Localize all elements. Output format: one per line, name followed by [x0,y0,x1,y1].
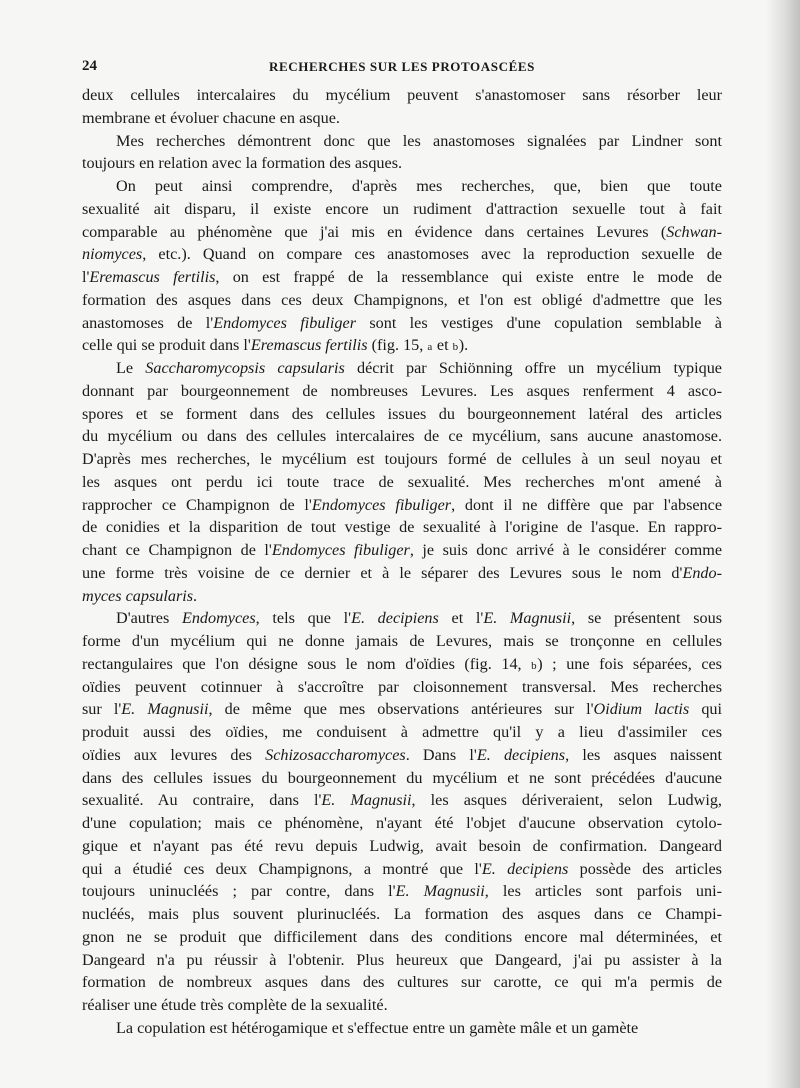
text-line [82,698,722,721]
text-segment: , les articles sont parfois uni- [484,882,722,901]
text-segment: du mycélium ou dans des cellules intercalaires de ce mycélium, sans aucune anastomose. [82,427,722,446]
text-segment: , de même que mes observations antérieures sur l' [208,700,594,719]
text-line [82,380,722,403]
text-segment: produit aussi des oïdies, me conduisent à admettre qu'il y a lieu d'assimiler ces [82,723,722,741]
text-segment: , les asques naissent [565,745,722,764]
text-line [82,767,722,790]
text-line [82,812,722,835]
text-line [82,516,722,539]
text-line [82,152,722,175]
small-caps-text: b [452,341,459,354]
text-line [82,107,722,130]
text-segment: qui a étudié ces deux Champignons, a montré que l' [82,859,482,878]
text-segment: , se présentent sous [571,609,722,628]
text-line [82,789,722,812]
text-segment: , on est frappé de la ressemblance qui existe entre le mode de [215,268,722,286]
text-line [82,494,722,517]
text-segment: . [193,586,198,605]
running-title: RECHERCHES SUR LES PROTOASCÉES [269,59,535,74]
text-line [82,334,722,357]
text-line [82,312,722,335]
text-segment: ). [458,336,469,355]
text-line [82,266,722,289]
italic-text: Eremascus fertilis [89,268,216,286]
text-segment: oïdies peuvent cotinnuer à s'accroître par cloisonnement transversal. Mes recherches [82,677,722,696]
text-line [82,289,722,312]
text-segment: La copulation est hétérogamique et s'effectue entre un gamète mâle et un gamète [116,1018,639,1037]
text-segment: qui [689,700,723,719]
text-segment: sur l' [82,700,122,719]
text-segment: sexualité ait disparu, il existe encore un rudiment d'attraction sexuelle tout à fait [82,199,722,218]
text-line [82,84,722,107]
text-line [82,676,722,699]
text-segment: et l' [438,609,484,628]
italic-text: Endomyces fibuliger [271,541,410,559]
text-line [82,243,722,266]
text-segment: D'après mes recherches, le mycélium est toujours formé de cellules à un seul noyau et [82,450,722,468]
small-caps-text: a [427,341,433,354]
italic-text: Endomyces [181,609,256,628]
text-line [82,198,722,221]
text-line [82,858,722,881]
text-line [82,630,722,653]
text-line [82,1017,722,1040]
text-segment: ) ; une fois séparées, ces [537,654,722,673]
italic-text: E. Magnusii [395,882,485,901]
text-line [82,653,722,676]
text-segment: anastomoses de l' [82,313,214,332]
text-segment: formation de nombreux asques dans des cultures sur carotte, ce qui m'a permis de [82,973,722,992]
italic-text: Endomyces fibuliger [311,495,452,514]
text-line [82,562,722,585]
small-caps-text: b [531,659,538,672]
text-line [82,744,722,767]
text-segment: spores et se forment dans des cellules issues du bourgeonnement latéral des articles [82,404,722,423]
italic-text: Schwan- [666,222,722,241]
text-line [82,403,722,426]
text-segment: l' [82,268,90,286]
text-segment: (fig. 15, [367,336,428,355]
text-segment: toujours en relation avec la formation des asques. [82,154,403,173]
text-line [82,448,722,471]
text-line [82,971,722,994]
text-segment: , tels que l' [255,609,352,628]
italic-text: Endo- [682,563,722,582]
italic-text: E. Magnusii [121,700,209,719]
text-segment: . Dans l' [405,745,477,764]
text-segment: , dont il ne diffère que par l'absence [451,495,723,514]
text-segment: réaliser une étude très complète de la sexualité. [82,996,388,1014]
text-segment: Mes recherches démontrent donc que les anastomoses signalées par Lindner sont [116,131,722,150]
text-line [82,880,722,903]
italic-text: niomyces [82,245,143,264]
text-segment: Dangeard n'a pu réussir à l'obtenir. Plus heureux que Dangeard, j'ai pu assister à la [82,950,722,969]
text-segment: rapprocher ce Champignon de l' [82,495,312,514]
text-segment: D'autres [116,609,182,628]
text-line [82,130,722,153]
text-segment: membrane et évoluer chacune en asque. [82,108,340,127]
text-segment: possède des articles [568,859,722,878]
text-line [82,471,722,494]
italic-text: Saccharomycopsis capsularis [145,359,345,377]
body-text [82,84,722,1040]
text-segment: oïdies aux levures des [82,745,266,764]
text-segment: nucléés, mais plus souvent plurinucléés. La formation des asques dans ce Champi- [82,905,722,923]
text-line [82,721,722,744]
page-number: 24 [82,58,97,74]
text-segment: dans des cellules issues du bourgeonnement du mycélium et ne sont précédées d'aucune [82,768,722,787]
italic-text: Eremascus fertilis [250,336,368,355]
text-line [82,425,722,448]
text-line [82,221,722,244]
text-segment: toujours uninucléés ; par contre, dans l' [82,882,396,901]
text-segment: rectangulaires que l'on désigne sous le nom d'oïdies (fig. 14, [82,654,532,673]
text-line [82,926,722,949]
text-line [82,585,722,608]
text-segment: sont les vestiges d'une copulation semblable à [356,313,722,332]
text-segment: gnon ne se produit que difficilement dans des conditions encore mal déterminées, et [82,927,722,946]
italic-text: E. Magnusii [483,609,572,628]
italic-text: Endomyces fibuliger [213,313,356,332]
text-line [82,949,722,972]
italic-text: E. decipiens [351,609,439,628]
text-segment: formation des asques dans ces deux Champignons, et l'on est obligé d'admettre que les [82,290,722,309]
text-segment: , je suis donc arrivé à le considérer comme [409,541,723,559]
page-gutter-shadow [766,0,800,1088]
text-line [82,175,722,198]
italic-text: Oidium lactis [593,700,690,719]
text-segment: Le [116,359,146,377]
text-segment: gique et n'ayant pas été revu depuis Ludwig, avait besoin de confirmation. Dangeard [82,836,722,855]
text-line [82,607,722,630]
text-segment: une forme très voisine de ce dernier et à le séparer des Levures sous le nom d' [82,563,683,582]
italic-text: E. decipiens [481,859,569,878]
text-line [82,835,722,858]
text-segment: les asques ont perdu ici toute trace de sexualité. Mes recherches m'ont amené à [82,472,722,491]
text-line [82,357,722,380]
text-segment: de conidies et la disparition de tout vestige de sexualité à l'origine de l'asque. En rappro- [82,518,722,537]
italic-text: myces capsularis [82,586,194,605]
text-segment: comparable au phénomène que j'ai mis en évidence dans certaines Levures ( [82,222,667,241]
text-segment: décrit par Schiönning offre un mycélium typique [344,359,722,377]
text-segment: , les asques dériveraient, selon Ludwig, [411,791,722,810]
text-segment: chant ce Champignon de l' [82,541,272,559]
text-line [82,539,722,562]
text-segment: d'une copulation; mais ce phénomène, n'ayant été l'objet d'aucune observation cytolo- [82,814,722,832]
text-segment: , etc.). Quand on compare ces anastomoses avec la reproduction sexuelle de [142,245,722,264]
text-segment: forme d'un mycélium qui ne donne jamais de Levures, mais se tronçonne en cellules [82,632,722,650]
text-segment: deux cellules intercalaires du mycélium peuvent s'anastomoser sans résorber leur [82,86,722,104]
italic-text: E. Magnusii [321,791,412,810]
text-segment: On peut ainsi comprendre, d'après mes recherches, que, bien que toute [116,177,722,195]
italic-text: Schizosaccharomyces [265,745,406,764]
text-line [82,903,722,926]
text-segment: et [432,336,453,355]
page-header [82,58,722,80]
text-segment: celle qui se produit dans l' [82,336,251,355]
italic-text: E. decipiens [476,745,566,764]
text-segment: donnant par bourgeonnement de nombreuses Levures. Les asques renferment 4 asco- [82,381,722,400]
text-line [82,994,722,1017]
text-segment: sexualité. Au contraire, dans l' [82,791,322,810]
